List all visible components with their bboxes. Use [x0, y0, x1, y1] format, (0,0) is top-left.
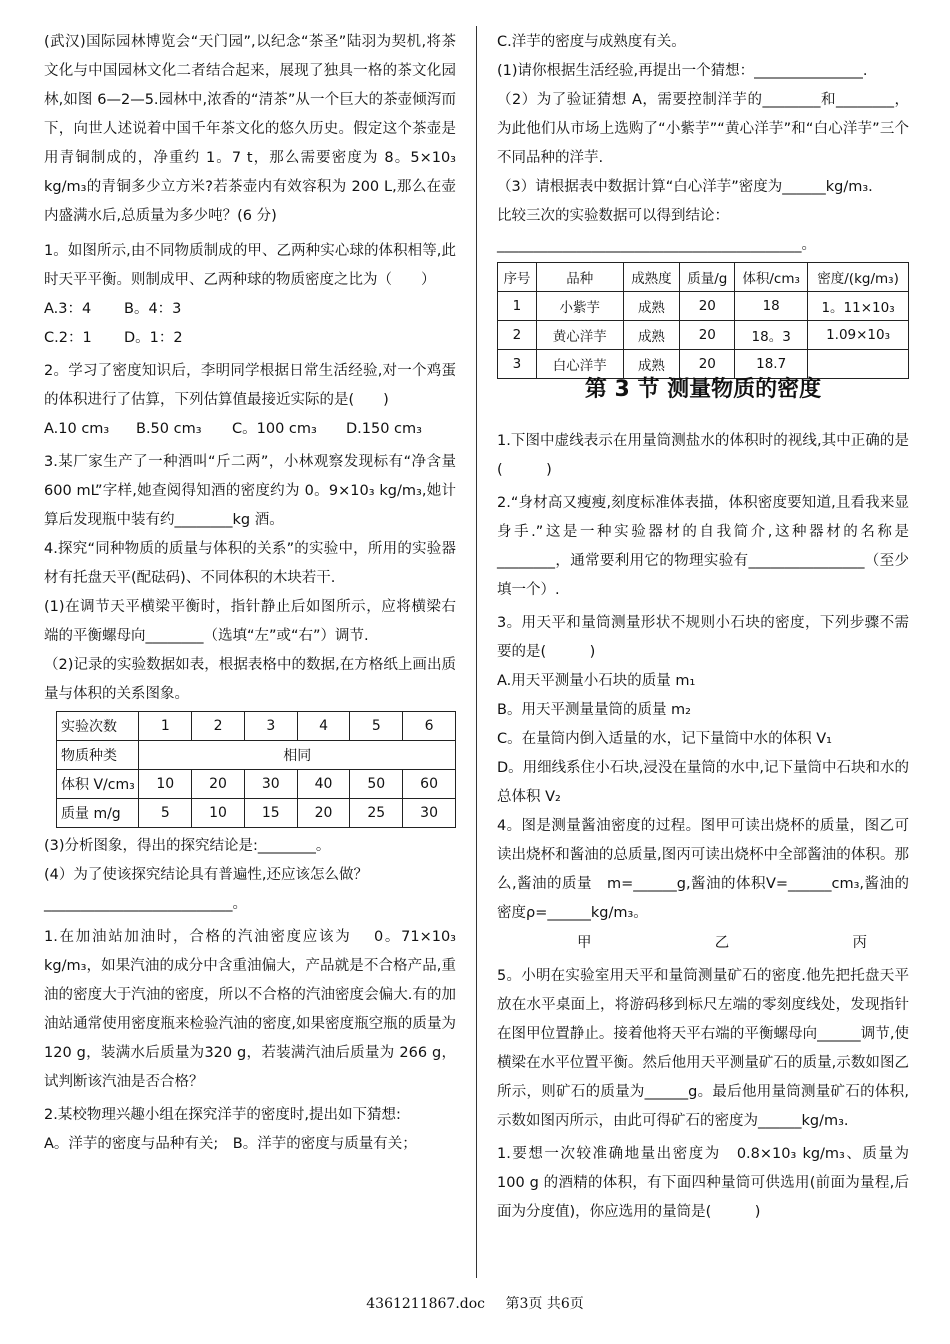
figure-label-bing: 丙: [852, 935, 867, 951]
section-question-3-option-c: C。在量筒内倒入适量的水，记下量筒中水的体积 V₁: [497, 731, 832, 747]
left-column: [44, 28, 471, 1159]
section-question-4: 4。图是测量酱油密度的过程。图甲可读出烧杯的质量，图乙可读出烧杯和酱油的总质量,图丙可读出烧杯中全部酱油的体积。那么,酱油的质量 m=______g,酱油的体积V=______cm₃,酱油的密度ρ=______kg/m₃。: [497, 818, 909, 921]
data-table-potato: [497, 262, 909, 379]
question-potato-guess-c: C.洋芋的密度与成熟度有关。: [497, 34, 686, 50]
table-row: 物质种类 相同: [57, 741, 456, 770]
option-d: D。1：2: [124, 330, 183, 346]
question-4-part-4: (4）为了使该探究结论具有普遍性,还应该怎么做？: [44, 867, 368, 883]
footer-filename: 4361211867.doc: [366, 1296, 486, 1312]
question-potato-part-4: 比较三次的实验数据可以得到结论：: [497, 208, 729, 224]
option-b: B。4：3: [124, 301, 182, 317]
section-question-3-option-d: D。用细线系住小石块,浸没在量筒的水中,记下量筒中石块和水的总体积 V₂: [497, 760, 909, 805]
figure-label-yi: 乙: [714, 935, 730, 951]
question-1-options-2: [44, 324, 456, 353]
page-footer: [0, 1293, 950, 1313]
table-header-row: 序号 品种 成熟度 质量/g 体积/cm₃ 密度/(kg/m₃): [498, 263, 909, 292]
table-row: 1 小紫芋 成熟 20 18 1。11×10₃: [498, 292, 909, 321]
option-c: C.2：1: [44, 330, 92, 346]
question-4-part-2: （2)记录的实验数据如表，根据表格中的数据,在方格纸上画出质量与体积的关系图象。: [44, 657, 456, 702]
question-2-options: [44, 415, 456, 444]
figure-label-jia: 甲: [577, 935, 592, 951]
question-gasoline: 1.在加油站加油时，合格的汽油密度应该为 0。71×10₃ kg/m₃，如果汽油的成分中含重油偏大，产品就是不合格产品,重油的密度大于汽油的密度，所以不合格的汽油密度会偏大.有的加油站通常使用密度瓶来检验汽油的密度,如果密度瓶空瓶的质量为 120 g，装满水后质量为320 g，若装满汽油后质量为 266 g，试判断该汽油是否合格？: [44, 929, 471, 1090]
question-potato-part-2: （2）为了验证猜想 A，需要控制洋芋的________和________，为此他们从市场上选购了“小紫芋”“黄心洋芋”和“白心洋芋”三个不同品种的洋芋.: [497, 92, 909, 166]
footer-page-number: 第3页 共6页: [505, 1296, 584, 1312]
table-row: 质量 m/g 5 10 15 20 25 30: [57, 799, 456, 828]
question-1-options: [44, 295, 456, 324]
question-potato: 2.某校物理兴趣小组在探究洋芋的密度时,提出如下猜想:: [44, 1107, 401, 1123]
option-d: D.150 cm₃: [346, 421, 422, 437]
section-question-3-option-a: A.用天平测量小石块的质量 m₁: [497, 673, 696, 689]
option-a: A.3：4: [44, 301, 92, 317]
question-1: 1。如图所示,由不同物质制成的甲、乙两种实心球的体积相等,此时天平平衡。则制成甲、乙两种球的物质密度之比为（ ）: [44, 243, 456, 288]
section-question-1: 1.下图中虚线表示在用量筒测盐水的体积时的视线,其中正确的是( ): [497, 433, 909, 478]
data-table-mass-volume: [56, 711, 456, 828]
question-4-part-3: (3)分析图象，得出的探究结论是:________。: [44, 838, 331, 854]
question-4: 4.探究“同种物质的质量与体积的关系”的实验中，所用的实验器材有托盘天平(配砝码)、不同体积的木块若干.: [44, 541, 456, 586]
option-a: A.10 cm₃: [44, 421, 110, 437]
question-4-part-4-blank: __________________________。: [44, 896, 247, 912]
section-question-6: 1.要想一次较准确地量出密度为 0.8×10₃ kg/m₃、质量为 100 g 的酒精的体积，有下面四种量筒可供选用(前面为量程,后面为分度值)，你应选用的量筒是( ): [497, 1146, 909, 1220]
question-2: 2。学习了密度知识后，李明同学根据日常生活经验,对一个鸡蛋的体积进行了估算，下列估算值最接近实际的是( ): [44, 363, 456, 408]
section-question-5: 5。小明在实验室用天平和量筒测量矿石的密度.他先把托盘天平放在水平桌面上，将游码移到标尺左端的零刻度线处，发现指针在图甲位置静止。接着他将天平右端的平衡螺母向______调节,使横梁在水平位置平衡。然后他用天平测量矿石的质量,示数如图乙所示，则矿石的质量为______g。最后他用量筒测量矿石的体积,示数如图丙所示，由此可得矿石的密度为______kg/m₃.: [497, 968, 909, 1129]
question-potato-part-4-blank: __________________________________________。: [497, 237, 816, 253]
table-row: 实验次数 1 2 3 4 5 6: [57, 712, 456, 741]
figure-labels: [497, 928, 909, 958]
question-potato-guess-ab: A。洋芋的密度与品种有关; B。洋芋的密度与质量有关；: [44, 1136, 417, 1152]
section-question-3-option-b: B。用天平测量量筒的质量 m₂: [497, 702, 691, 718]
problem-tea-pot: (武汉)国际园林博览会“天门园”,以纪念“茶圣”陆羽为契机,将茶文化与中国园林文化二者结合起来，展现了独具一格的茶文化园林,如图 6—2—5.园林中,浓香的“清茶”从一个巨大的茶壶倾泻而下，向世人述说着中国千年茶文化的悠久历史。假定这个茶壶是用青铜制成的，净重约 1。7 t，那么需要密度为 8。5×10₃ kg/m₃的青铜多少立方米?若茶壶内有效容积为 200 L,那么在壶内盛满水后,总质量为多少吨？(6 分): [44, 34, 456, 224]
option-b: B.50 cm₃: [136, 421, 202, 437]
column-divider: [476, 26, 477, 1278]
question-3: 3.某厂家生产了一种酒叫“斤二两”，小林观察发现标有“净含量 600 mL”字样,她查阅得知酒的密度约为 0。9×10₃ kg/m₃,她计算后发现瓶中装有约________kg 酒。: [44, 454, 456, 528]
question-4-part-1: (1)在调节天平横梁平衡时，指针静止后如图所示，应将横梁右端的平衡螺母向________（选填“左”或“右”）调节.: [44, 599, 456, 644]
question-potato-part-3: （3）请根据表中数据计算“白心洋芋”密度为______kg/m₃.: [497, 179, 873, 195]
section-question-2: 2.“身材高又瘦瘦,刻度标准体表描，体积密度要知道,且看我来显身手.”这是一种实验器材的自我简介,这种器材的名称是________，通常要利用它的物理实验有________________（至少填一个）.: [497, 495, 909, 598]
option-c: C。100 cm₃: [232, 421, 317, 437]
table-row: 体积 V/cm₃ 10 20 30 40 50 60: [57, 770, 456, 799]
table-row: 2 黄心洋芋 成熟 20 18。3 1.09×10₃: [498, 321, 909, 350]
right-column: [497, 28, 909, 1227]
question-potato-part-1: (1)请你根据生活经验,再提出一个猜想：_______________.: [497, 63, 868, 79]
section-question-3: 3。用天平和量筒测量形状不规则小石块的密度，下列步骤不需要的是( ): [497, 615, 909, 660]
section-title: 第 3 节 测量物质的密度: [584, 377, 822, 402]
table-row: 3 白心洋芋 成熟 20 18.7: [498, 350, 909, 379]
